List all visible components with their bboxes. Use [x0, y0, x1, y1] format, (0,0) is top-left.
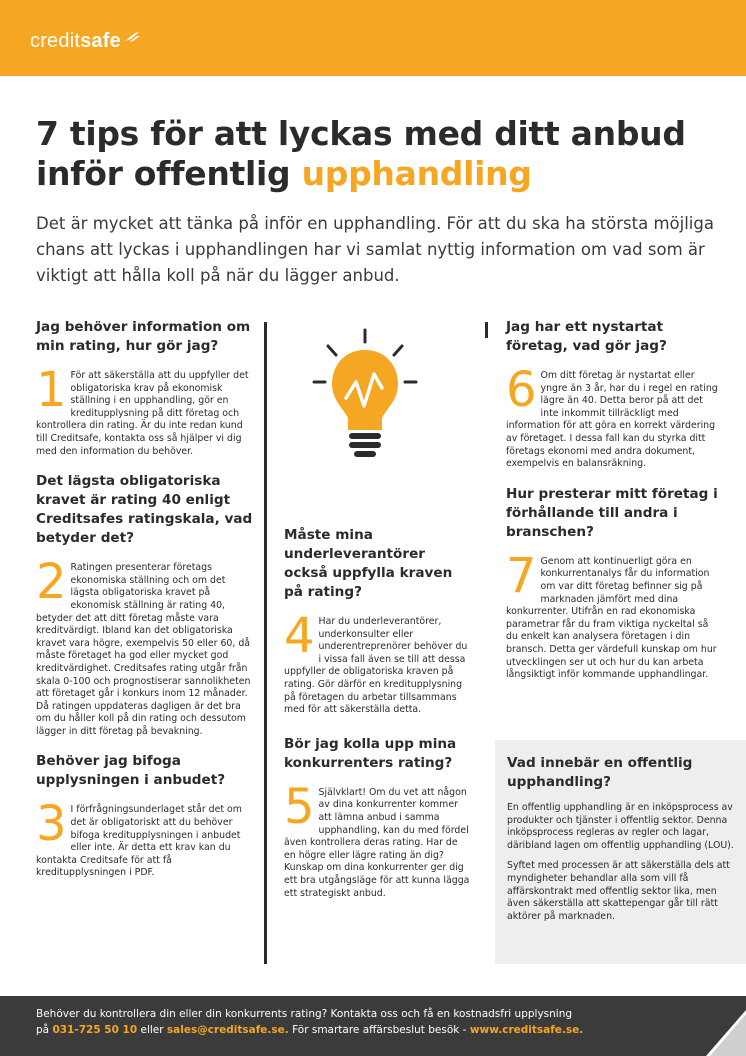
footer-phone-link[interactable]: 031-725 50 10 [52, 1024, 138, 1036]
divider-right [485, 322, 488, 338]
creditsafe-logo[interactable] [30, 30, 141, 53]
tip-2-number: 2 [36, 554, 67, 611]
tip-6 [506, 362, 718, 471]
tip-6-number: 6 [506, 362, 537, 418]
info-box-paragraph-1: En offentlig upphandling är en inköpsprocess av produkter och tjänster i offentlig sektor. Denna inköpsprocess regleras av regler och lagar, däribland lagen om offentlig upphandling (LOU). [507, 802, 734, 851]
logo-text-bold: safe [80, 30, 121, 52]
tip-3-text: I förfrågningsunderlaget står det om det är obligatoriskt att du behöver bifoga kreditupplysningen i anbudet eller inte. Är detta ett krav kan du kontakta Creditsafe för att få kreditupplysningen i PDF. [36, 804, 242, 879]
info-box [495, 740, 746, 964]
tip-4 [284, 608, 470, 717]
tip-1 [36, 362, 254, 458]
tip-3-number: 3 [36, 796, 67, 853]
tip-6-text: Om ditt företag är nystartat eller yngre än 3 år, har du i regel en rating lägre än 40. Detta beror på att det inte inkommit tillräckligt med information för att göra en korrekt värdering av företaget. I dessa fall kan du styrka ditt företags ekonomi med andra dokument, exempelvis en balansräkning. [506, 370, 718, 470]
column-left [36, 318, 254, 894]
footer-or: eller [137, 1024, 167, 1036]
column-right [506, 318, 718, 696]
footer-bar [0, 996, 746, 1056]
tip-2-text: Ratingen presenterar företags ekonomiska ställning och om det lägsta obligatoriska kravet på ekonomisk ställning är rating 40, betyder det att ditt företag måste vara kreditvärdigt. Ibland kan det obligatoriska kravet vara högre, exempelvis 50 eller 60, då måste företaget ha god eller mycket god kreditvärdighet. Creditsafes rating utgår från skala 0-100 och prognostiserar sannolikheten att företaget går i konkurs inom 12 månader. Då ratingen uppdateras dagligen är det bra om du håller koll på din rating och dessutom lägger in ditt företag på bevakning. [36, 562, 251, 737]
tip-5 [284, 778, 470, 900]
tip-6-heading: Jag har ett nystartat företag, vad gör jag? [506, 319, 667, 354]
title-line-1: 7 tips för att lyckas med ditt anbud [36, 114, 686, 153]
footer-pre: på [36, 1024, 53, 1036]
divider-left [264, 322, 267, 964]
tip-5-number: 5 [284, 778, 315, 835]
title-line-2: inför offentlig [36, 154, 302, 193]
tip-2-heading: Det lägsta obligatoriska kravet är rating 40 enligt Creditsafes ratingskala, vad betyder det? [36, 473, 253, 547]
column-middle [284, 526, 470, 914]
tip-5-text: Självklart! Om du vet att någon av dina konkurrenter kommer att lämna anbud i samma upphandling, kan du med fördel även kontrollera deras rating. Har de en högre eller lägre rating än dig? Kunskap om dina konkurrenter ger dig ett bra utgångsläge för att kunna lägga ett strategiskt anbud. [284, 786, 470, 899]
footer-website-link[interactable]: www.creditsafe.se. [469, 1024, 584, 1036]
tip-4-text: Har du underleverantörer, underkonsulter eller underentreprenörer behöver du i vissa fall även se till att dessa uppfyller de obligatoriska kraven på rating. Gör därför en kreditupplysning på företagen du arbetar tillsammans med för att säkerställa detta. [284, 616, 468, 716]
lightbulb-icon [310, 326, 420, 476]
intro-paragraph: Det är mycket att tänka på inför en upphandling. För att du ska ha största möjliga chans att lyckas i upphandlingen har vi samlat nyttig information om vad som är viktigt att hålla koll på när du lägger anbud. [36, 214, 714, 285]
title-accent: upphandling [301, 154, 532, 193]
footer-line-1: Behöver du kontrollera din eller din konkurrents rating? Kontakta oss och få en kostnadsfri upplysning [36, 1008, 573, 1020]
tip-1-text: För att säkerställa att du uppfyller det obligatoriska krav på ekonomisk ställning i en upphandling, gör en kreditupplysning på ditt företag och kontrollera din rating. Är du inte redan kund till Creditsafe, kontakta oss så hjälper vi dig med den information du behöver. [36, 370, 249, 457]
info-box-paragraph-2: Syftet med processen är att säkerställa dels att myndigheter behandlar alla som vill få affärskontrakt med offentlig sektor lika, men även säkerställa att skattepengar går till rätt aktörer på marknaden. [507, 860, 730, 922]
tip-4-number: 4 [284, 608, 315, 664]
tip-1-heading: Jag behöver information om min rating, hur gör jag? [36, 319, 251, 354]
tip-7-heading: Hur presterar mitt företag i förhållande till andra i branschen? [506, 485, 718, 540]
header-bar [0, 0, 746, 76]
tip-1-number: 1 [36, 362, 67, 418]
tip-7-number: 7 [506, 547, 537, 604]
tip-2 [36, 554, 254, 738]
info-box-heading: Vad innebär en offentlig upphandling? [507, 755, 693, 790]
tip-3 [36, 796, 254, 880]
page-title [36, 114, 726, 194]
logo-text-light: credit [30, 30, 81, 52]
tip-7-text: Genom att kontinuerligt göra en konkurrentanalys får du information om var ditt företag befinner sig på marknaden jämfört med dina konkurrenter. Utifrån en rad ekonomiska parametrar får du fram viktiga nyckeltal så du enkelt kan analysera företagen i din bransch. Detta ger värdefull kunskap om hur utvecklingen ser ut och hur du kan arbeta långsiktigt inför kommande upphandlingar. [506, 555, 717, 681]
footer-line-2 [36, 1022, 710, 1038]
tip-4-heading: Måste mina underleverantörer också uppfylla kraven på rating? [284, 527, 453, 600]
footer-email-link[interactable]: sales@creditsafe.se. [166, 1024, 289, 1036]
footer-mid: För smartare affärsbeslut besök - [288, 1024, 470, 1036]
tip-5-heading: Bör jag kolla upp mina konkurrenters rating? [284, 735, 457, 771]
logo-swoosh-icon [123, 31, 141, 43]
tip-3-heading: Behöver jag bifoga upplysningen i anbudet? [36, 753, 226, 789]
footer-corner-decoration [706, 1010, 746, 1056]
tip-7 [506, 547, 718, 682]
